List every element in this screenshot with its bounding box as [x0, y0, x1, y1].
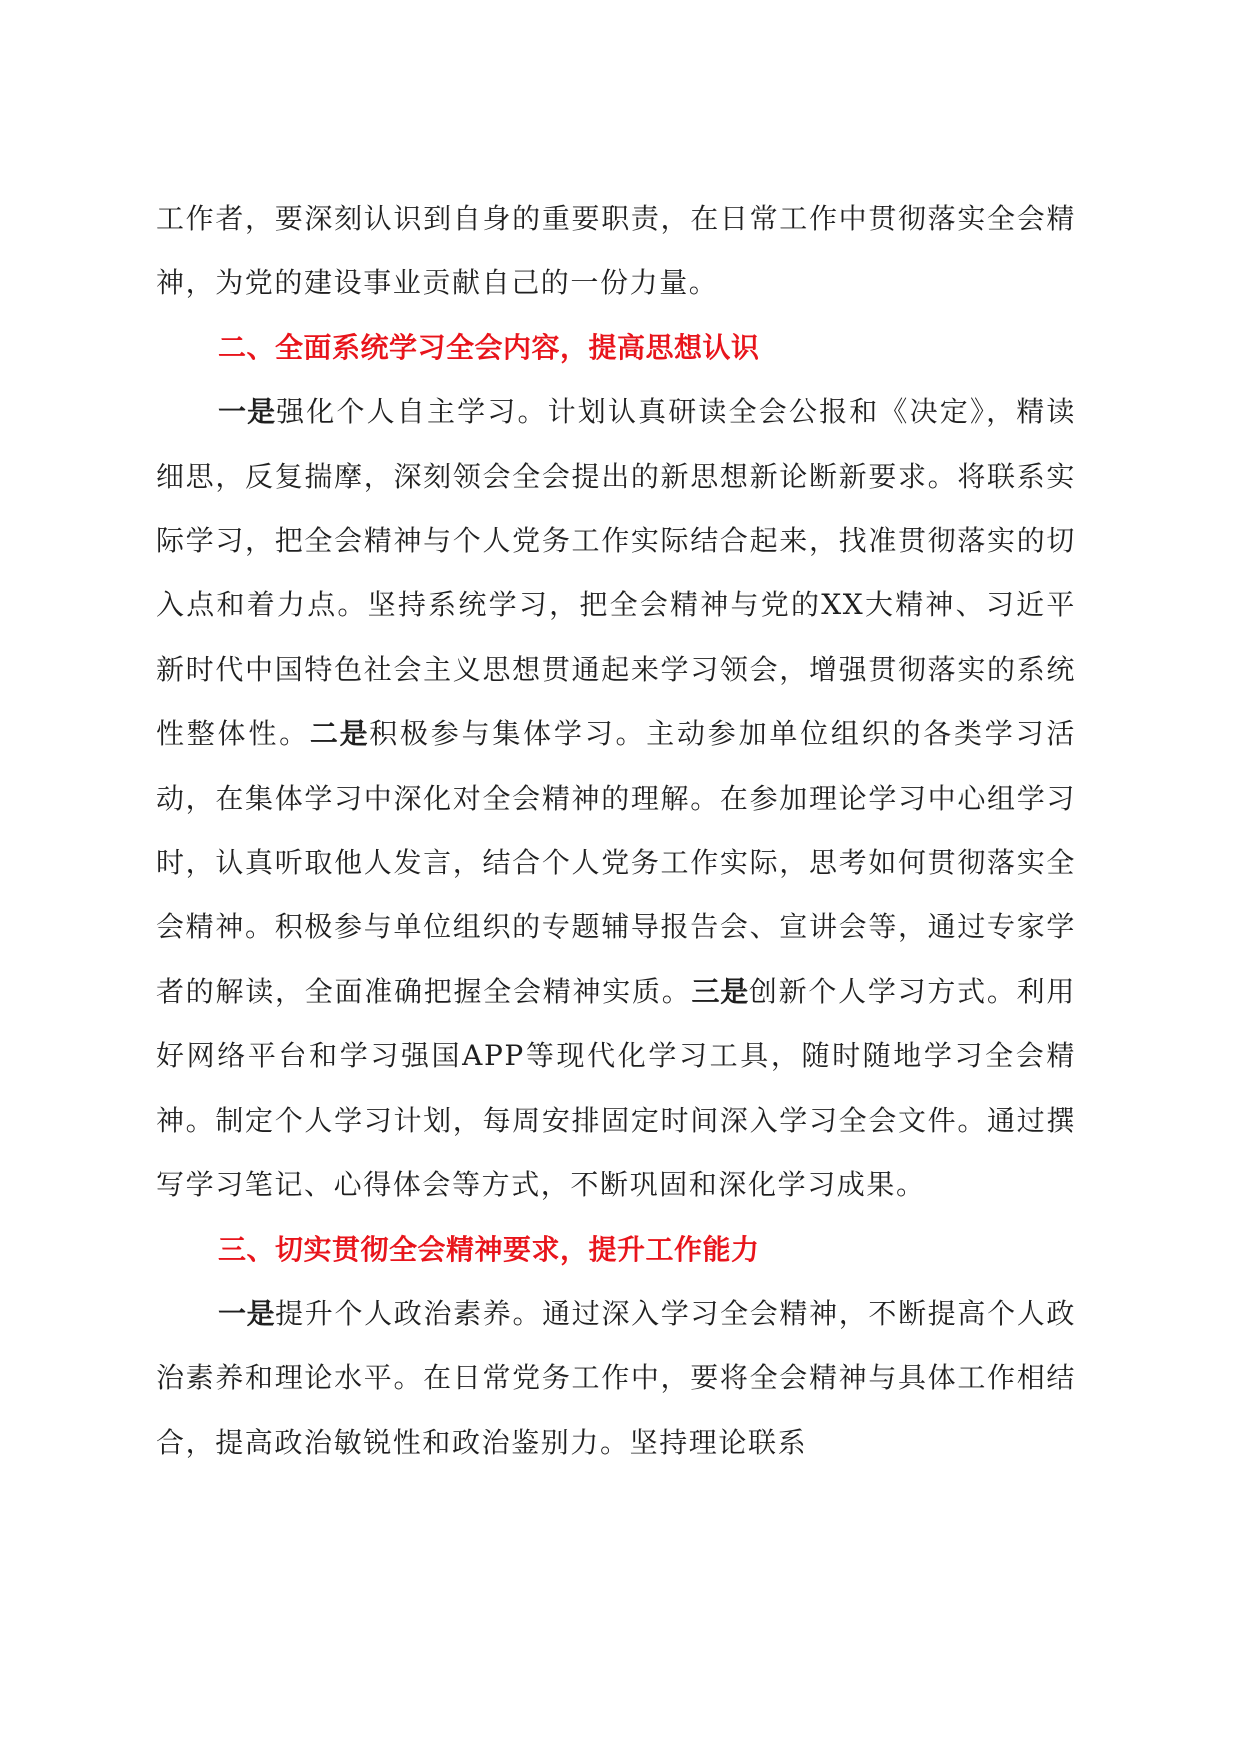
body-paragraph-continuation: 工作者，要深刻认识到自身的重要职责，在日常工作中贯彻落实全会精神，为党的建设事业贡献自己的一份力量。: [156, 202, 1076, 300]
point-text-1: 强化个人自主学习。计划认真研读全会公报和《决定》，精读细思，反复揣摩，深刻领会全会提出的新思想新论断新要求。将联系实际学习，把全会精神与个人党务工作实际结合起来，找准贯彻落实的切入点和着力点。坚持系统学习，把全会精神与党的XX大精神、习近平新时代中国特色社会主义思想贯通起来学习领会，增强贯彻落实的系统性整体性。: [156, 395, 1076, 751]
body-paragraph-ability: [156, 1282, 1076, 1475]
body-paragraph-study: [156, 380, 1076, 1217]
point-text-4: 提升个人政治素养。通过深入学习全会精神，不断提高个人政治素养和理论水平。在日常党务工作中，要将全会精神与具体工作相结合，提高政治敏锐性和政治鉴别力。坚持理论联系: [156, 1296, 1076, 1459]
document-body: [156, 187, 1076, 1475]
point-marker-3: 三是: [691, 974, 749, 1008]
section-heading-2: 二、全面系统学习全会内容，提高思想认识: [218, 330, 760, 364]
point-text-2: 积极参与集体学习。主动参加单位组织的各类学习活动，在集体学习中深化对全会精神的理解。在参加理论学习中心组学习时，认真听取他人发言，结合个人党务工作实际，思考如何贯彻落实全会精神。积极参与单位组织的专题辅导报告会、宣讲会等，通过专家学者的解读，全面准确把握全会精神实质。: [156, 717, 1076, 1008]
point-marker-1: 一是: [218, 395, 277, 429]
section-heading-3: 三、切实贯彻全会精神要求，提升工作能力: [218, 1232, 760, 1266]
point-marker-4: 一是: [218, 1296, 276, 1330]
point-text-3: 创新个人学习方式。利用好网络平台和学习强国APP等现代化学习工具，随时随地学习全会精神。制定个人学习计划，每周安排固定时间深入学习全会文件。通过撰写学习笔记、心得体会等方式，不断巩固和深化学习成果。: [156, 974, 1076, 1202]
point-marker-2: 二是: [309, 717, 370, 751]
